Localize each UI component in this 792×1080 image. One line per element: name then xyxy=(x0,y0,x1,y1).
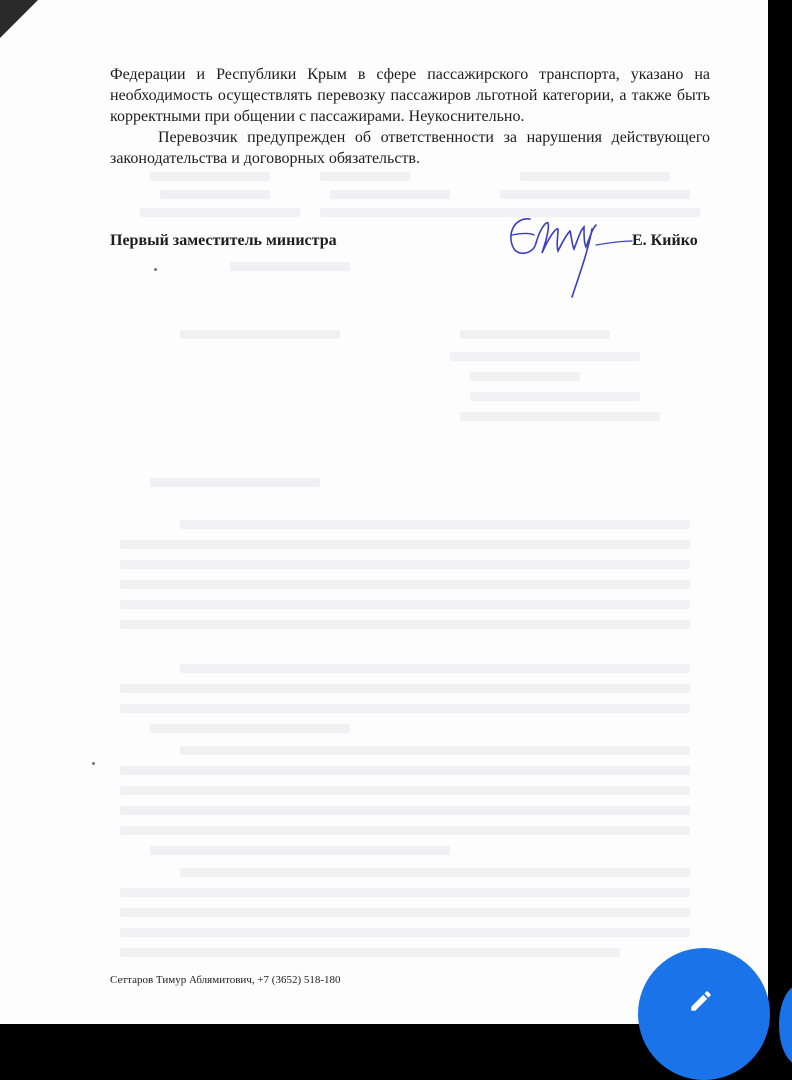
paragraph-1: Федерации и Республики Крым в сфере пассажирского транспорта, указано на необходимость осуществлять перевозку пассажиров льготной категории, а также быть корректными при общении с пассажирами. Неукоснительно. xyxy=(110,66,710,125)
scan-speck xyxy=(154,268,157,271)
pencil-icon xyxy=(688,988,714,1014)
scan-speck xyxy=(92,762,95,765)
handwritten-signature xyxy=(500,205,640,305)
paragraph-2: Перевозчик предупрежден об ответственности за нарушения действующего законодательства и договорных обязательств. xyxy=(110,129,710,167)
signatory-title: Первый заместитель министра xyxy=(110,232,337,249)
letter-body xyxy=(110,64,710,169)
signatory-name: Е. Кийко xyxy=(632,232,698,249)
scan-corner xyxy=(0,0,38,38)
edit-button[interactable] xyxy=(638,948,770,1080)
secondary-action-button[interactable] xyxy=(779,985,792,1065)
footer-contact: Сеттаров Тимур Аблямитович, +7 (3652) 518-180 xyxy=(110,974,341,986)
